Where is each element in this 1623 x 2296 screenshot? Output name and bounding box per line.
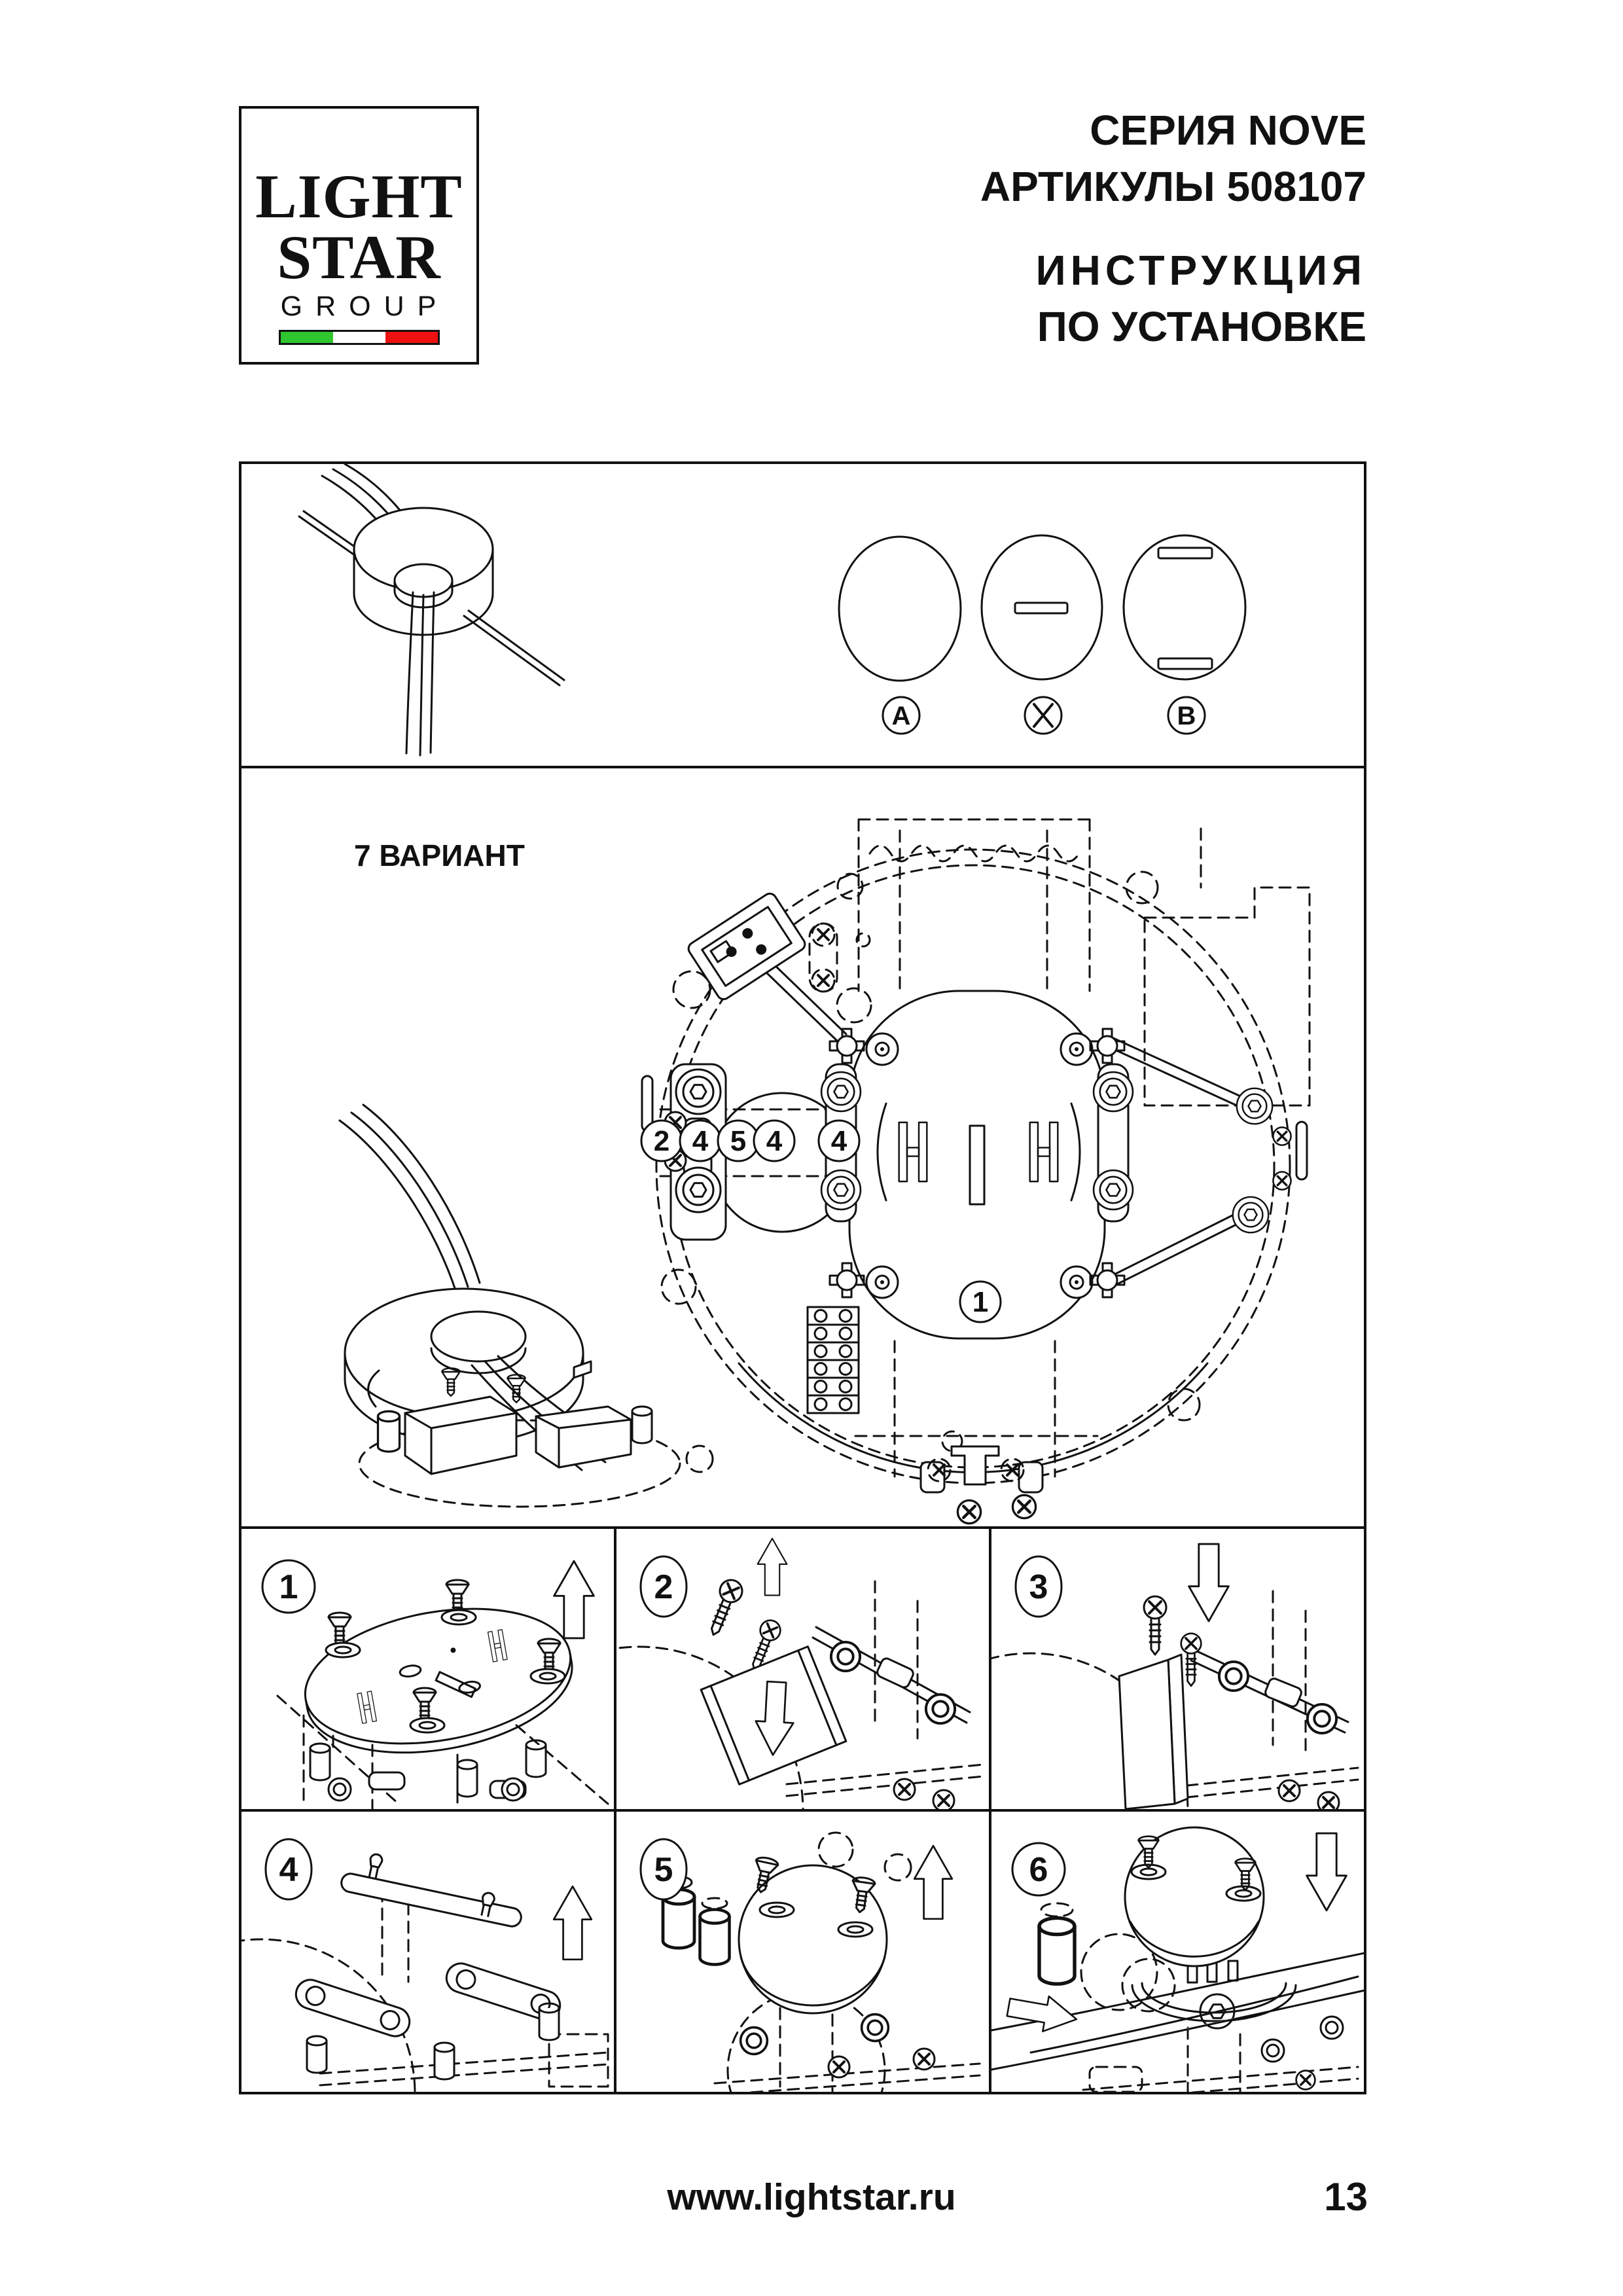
step-panel-5 [616, 1812, 989, 2092]
arrow-up-icon [758, 1539, 787, 1596]
option-a-drawing [839, 537, 961, 681]
page-number: 13 [1324, 2175, 1368, 2219]
logo-word-light: LIGHT [255, 162, 463, 231]
step-badge-3 [1016, 1556, 1061, 1617]
step-badge-4 [266, 1839, 312, 1899]
step-panel-6 [991, 1812, 1364, 2092]
article-number: АРТИКУЛЫ 508107 [980, 163, 1366, 210]
callout-5 [718, 1121, 758, 1161]
step-badge-2 [641, 1556, 687, 1617]
plate-screw-hole [1061, 1266, 1092, 1298]
step-panel-3 [991, 1529, 1364, 1809]
plate-screw-hole [1061, 1033, 1092, 1065]
option-a-label: A [891, 702, 911, 730]
arrow-right-icon [1005, 1990, 1079, 2037]
svg-text:6: 6 [1029, 1851, 1048, 1889]
steps-row-2 [241, 1812, 1364, 2092]
mounting-bar [340, 1848, 527, 1928]
footer-url: www.lightstar.ru [667, 2176, 956, 2218]
option-b-drawing [1124, 535, 1245, 679]
option-x-drawing [982, 535, 1102, 679]
logo-word-group: GROUP [280, 291, 450, 322]
rejected-option-icon [1025, 697, 1061, 734]
mounting-plate-diagram [641, 819, 1310, 1524]
arrow-down-icon [1307, 1833, 1347, 1910]
step-badge-1 [262, 1560, 315, 1613]
flag-green-segment [281, 332, 333, 343]
option-b-label: B [1177, 702, 1196, 730]
logo-word-star: STAR [277, 223, 441, 292]
svg-text:4: 4 [692, 1125, 709, 1157]
arrow-up-icon [914, 1846, 952, 1919]
svg-text:5: 5 [730, 1125, 747, 1157]
terminal-block [808, 1307, 859, 1413]
panel-variant-7 [241, 768, 1364, 1526]
svg-text:4: 4 [279, 1851, 298, 1889]
variant-7-diagram [241, 768, 1364, 1526]
lightstar-logo [239, 106, 479, 365]
step-panel-4 [241, 1812, 614, 2092]
plate-screw-hole [866, 1266, 898, 1298]
wiring-options-drawing [241, 464, 1364, 766]
ring-and-wires-drawing [340, 1105, 680, 1507]
svg-text:4: 4 [830, 1125, 847, 1157]
callout-4c [819, 1121, 859, 1161]
step-panel-2 [616, 1529, 989, 1809]
svg-text:1: 1 [972, 1286, 989, 1318]
ceiling-canopy-drawing [299, 464, 564, 755]
option-a-badge [883, 697, 919, 734]
svg-text:4: 4 [766, 1125, 783, 1157]
svg-text:1: 1 [279, 1568, 298, 1606]
callout-4b [754, 1121, 794, 1161]
flag-white-segment [333, 332, 385, 343]
instruction-title-line2: ПО УСТАНОВКЕ [1037, 303, 1366, 350]
callout-4a [680, 1121, 721, 1161]
step-panel-1 [241, 1529, 614, 1809]
svg-text:5: 5 [654, 1851, 673, 1889]
arrow-up-icon [554, 1561, 594, 1638]
arrow-up-icon [554, 1886, 592, 1960]
italian-flag-bar [279, 330, 440, 345]
content-frame [239, 461, 1366, 2094]
step-badge-6 [1012, 1843, 1065, 1895]
svg-text:3: 3 [1029, 1568, 1048, 1606]
arrow-down-icon [1189, 1544, 1229, 1621]
plate-screw-hole [866, 1033, 898, 1065]
step-badge-5 [641, 1839, 687, 1899]
callout-1 [960, 1282, 1001, 1322]
svg-text:2: 2 [653, 1125, 670, 1157]
instruction-title-line1: ИНСТРУКЦИЯ [1035, 247, 1366, 294]
terminal-connector [686, 891, 807, 1002]
callout-2 [641, 1121, 682, 1161]
option-b-badge [1168, 697, 1205, 734]
flag-red-segment [385, 332, 438, 343]
svg-text:2: 2 [654, 1568, 673, 1606]
panel-wiring-options [241, 464, 1364, 766]
steps-row-1 [241, 1529, 1364, 1809]
variant-title: 7 ВАРИАНТ [354, 838, 525, 872]
document-header [980, 102, 1366, 355]
series-title: СЕРИЯ NOVE [1090, 107, 1366, 154]
